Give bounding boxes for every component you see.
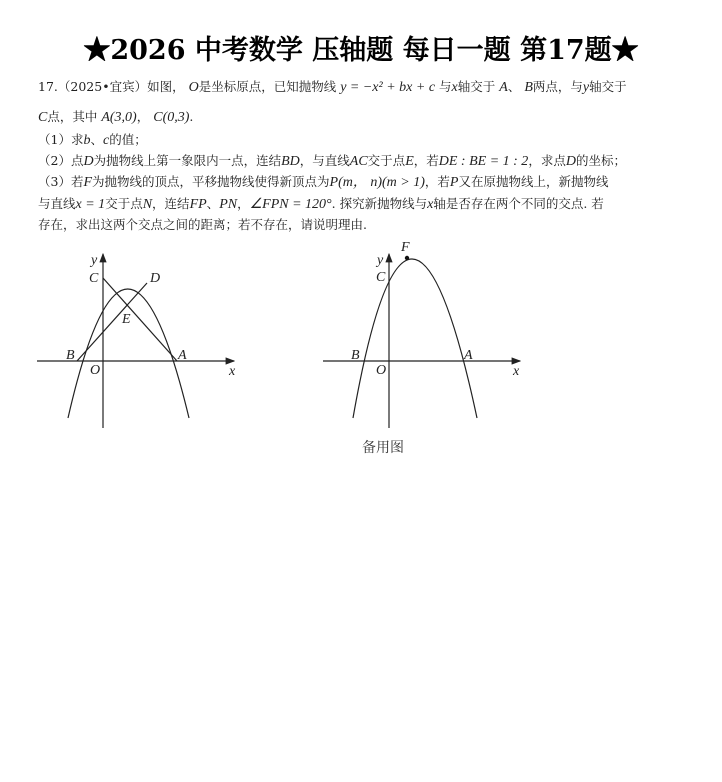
parabola-equation: y = −x² + bx + c bbox=[340, 80, 436, 95]
svg-text:B: B bbox=[351, 348, 360, 363]
vertex-F-dot bbox=[405, 256, 409, 260]
svg-text:E: E bbox=[122, 312, 131, 327]
problem-number: 17. bbox=[38, 79, 58, 94]
figure-2-caption: 备用图 bbox=[362, 440, 404, 456]
question-3-line-2: 与直线x = 1交于点N，连结FP、PN，∠FPN = 120°. 探究新抛物线与x轴是否存在两个不同的交点. 若 bbox=[38, 196, 604, 212]
svg-text:A: A bbox=[464, 348, 473, 363]
figure-2-labels bbox=[351, 240, 520, 379]
line-BD bbox=[77, 283, 147, 361]
parabola-2 bbox=[353, 259, 477, 418]
svg-text:C: C bbox=[89, 271, 99, 286]
question-1: （1）求b、c的值； bbox=[38, 132, 147, 148]
problem-line-1: 17.（2025•宜宾）如图， O是坐标原点，已知抛物线 y = −x² + bx + c 与x轴交于 A、 B两点，与y轴交于 bbox=[38, 79, 627, 95]
svg-text:D: D bbox=[150, 271, 161, 286]
problem-source: （2025•宜宾） bbox=[57, 79, 148, 94]
question-3-line-1: （3）若F为抛物线的顶点，平移抛物线使得新顶点为P(m， n)(m > 1)，若P又在原抛物线上，新抛物线 bbox=[38, 174, 609, 190]
svg-text:y: y bbox=[91, 253, 98, 268]
svg-text:F: F bbox=[401, 240, 410, 255]
figure-1-labels bbox=[66, 253, 236, 379]
svg-text:O: O bbox=[90, 363, 101, 378]
question-2: （2）点D为抛物线上第一象限内一点，连结BD，与直线AC交于点E，若DE : BE = 1 : 2，求点D的坐标； bbox=[38, 153, 626, 169]
problem-line-2: C点，其中 A(3,0)， C(0,3). bbox=[38, 109, 194, 125]
svg-text:x: x bbox=[513, 364, 520, 379]
figure-2 bbox=[323, 254, 520, 428]
svg-text:x: x bbox=[229, 364, 236, 379]
question-3-line-3: 存在，求出这两个交点之间的距离；若不存在，请说明理由. bbox=[38, 217, 367, 232]
svg-text:B: B bbox=[66, 348, 75, 363]
svg-text:O: O bbox=[376, 363, 387, 378]
page-title: ★2026 中考数学 压轴题 每日一题 第17题★ bbox=[83, 35, 639, 66]
svg-text:C: C bbox=[376, 270, 386, 285]
svg-text:y: y bbox=[377, 253, 384, 268]
figure-1 bbox=[37, 254, 234, 428]
svg-text:A: A bbox=[178, 348, 187, 363]
